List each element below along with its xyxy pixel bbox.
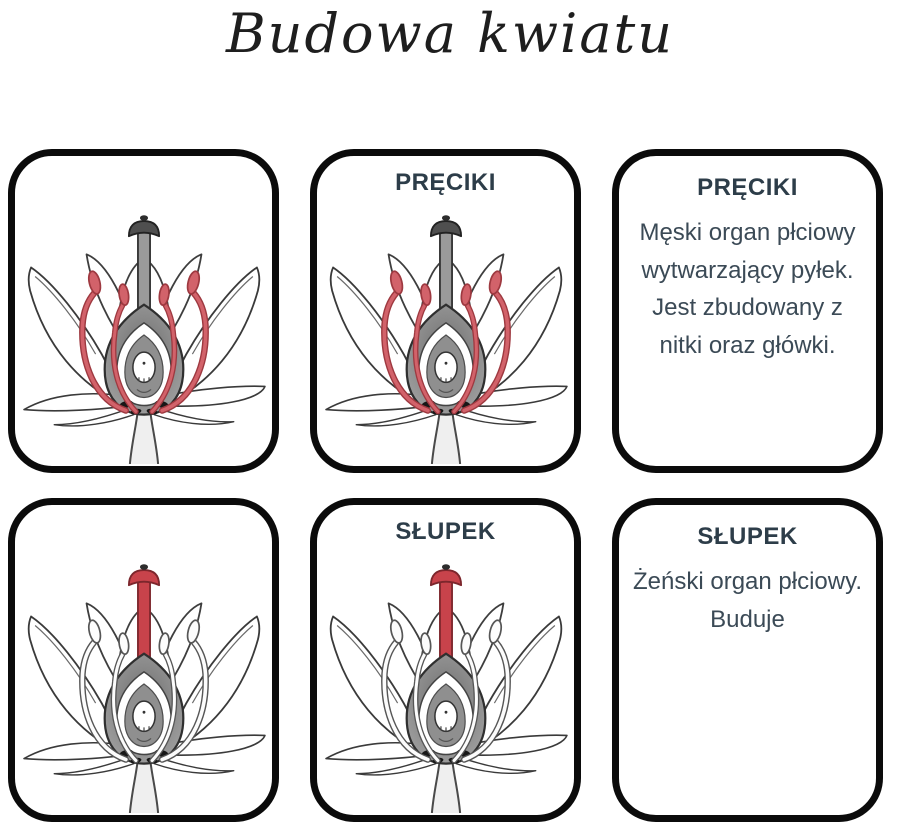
flower-diagram-stamens-icon [320,212,572,464]
flower-diagram-pistil-icon [320,561,572,813]
card-definition-preciki [612,149,883,473]
card-flower-pistil-labeled [310,498,581,822]
card-flower-stamens-plain [8,149,279,473]
card-definition-slupek [612,498,883,822]
page-title: Budowa kwiatu [225,2,674,65]
cards-grid [8,149,883,822]
card-title: SŁUPEK [697,523,798,550]
card-flower-stamens-labeled [310,149,581,473]
card-title: PRĘCIKI [395,169,496,196]
flower-diagram-stamens-icon [18,212,270,464]
flower-diagram-pistil-icon [18,561,270,813]
card-definition-text: Męski organ płciowy wytwarzający pyłek. Jest zbudowany z nitki oraz główki. [639,219,856,359]
card-definition-text: Żeński organ płciowy. Buduje [633,568,862,633]
card-title: SŁUPEK [395,518,496,545]
card-title: PRĘCIKI [697,174,798,201]
card-flower-pistil-plain [8,498,279,822]
